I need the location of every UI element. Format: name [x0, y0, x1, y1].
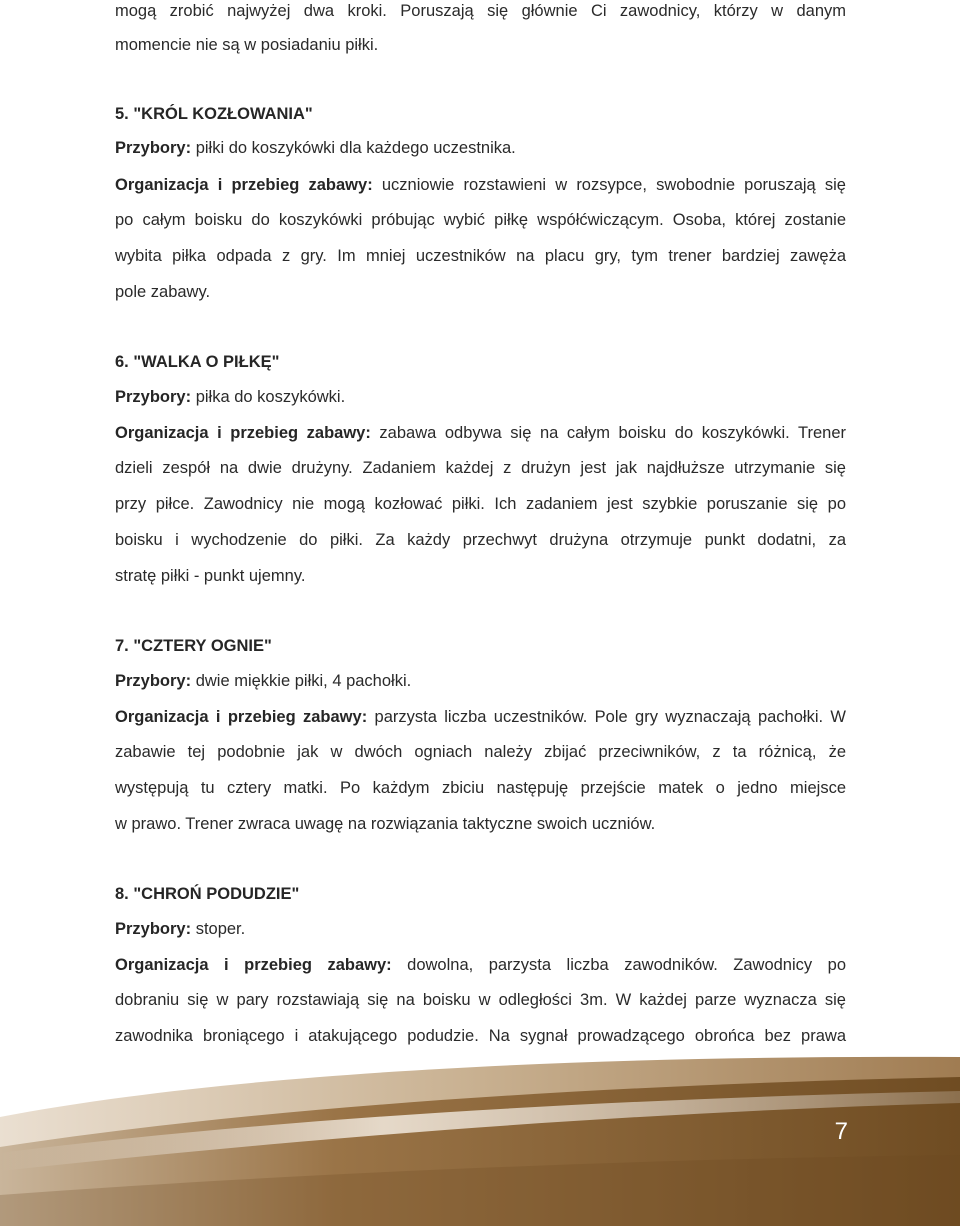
equipment-label: Przybory:	[115, 139, 192, 157]
section-7-line-2: zabawie tej podobnie jak w dwóch ogniach należy zbijać przeciwników, z ta różnicą, że	[115, 743, 846, 761]
section-7-equipment	[115, 670, 846, 692]
section-6-line-3: przy piłce. Zawodnicy nie mogą kozłować piłki. Ich zadaniem jest szybkie poruszanie się po	[115, 495, 846, 513]
section-6-heading: 6. "WALKA O PIŁKĘ"	[115, 353, 280, 371]
section-8-organization-line-1	[115, 954, 846, 976]
equipment-text: piłka do koszykówki.	[191, 388, 346, 406]
footer-swoosh	[0, 1055, 960, 1226]
organization-text: uczniowie rozstawieni w rozsypce, swobodnie poruszają się	[372, 176, 846, 194]
section-5-heading: 5. "KRÓL KOZŁOWANIA"	[115, 105, 313, 123]
intro-line-1: mogą zrobić najwyżej dwa kroki. Poruszają się głównie Ci zawodnicy, którzy w danym	[115, 2, 846, 20]
organization-text: dowolna, parzysta liczba zawodników. Zawodnicy po	[391, 956, 846, 974]
section-5-equipment	[115, 137, 846, 159]
equipment-text: dwie miękkie piłki, 4 pachołki.	[191, 672, 412, 690]
page-number: 7	[834, 1118, 848, 1145]
section-5-line-4: pole zabawy.	[115, 283, 211, 301]
section-5-line-3: wybita piłka odpada z gry. Im mniej uczestników na placu gry, tym trener bardziej zawęża	[115, 247, 846, 265]
section-8-equipment	[115, 918, 846, 940]
section-8-heading: 8. "CHROŃ PODUDZIE"	[115, 885, 300, 903]
equipment-text: stoper.	[191, 920, 246, 938]
section-7-organization-line-1	[115, 706, 846, 728]
section-7-line-3: występują tu cztery matki. Po każdym zbiciu następuję przejście matek o jedno miejsce	[115, 779, 846, 797]
equipment-text: piłki do koszykówki dla każdego uczestnika.	[191, 139, 516, 157]
section-6-equipment	[115, 386, 846, 408]
equipment-label: Przybory:	[115, 920, 192, 938]
section-6-line-5: stratę piłki - punkt ujemny.	[115, 567, 306, 585]
section-8-line-2: dobraniu się w pary rozstawiają się na boisku w odległości 3m. W każdej parze wyznacza się	[115, 991, 846, 1009]
equipment-label: Przybory:	[115, 672, 192, 690]
organization-label: Organizacja i przebieg zabawy:	[115, 176, 373, 194]
section-5-organization-line-1	[115, 174, 846, 196]
organization-text: zabawa odbywa się na całym boisku do koszykówki. Trener	[370, 424, 846, 442]
section-8-line-3: zawodnika broniącego i atakującego podudzie. Na sygnał prowadzącego obrońca bez prawa	[115, 1027, 846, 1045]
organization-label: Organizacja i przebieg zabawy:	[115, 424, 371, 442]
organization-label: Organizacja i przebieg zabawy:	[115, 956, 392, 974]
section-5-line-2: po całym boisku do koszykówki próbując wybić piłkę współćwiczącym. Osoba, której zostanie	[115, 211, 846, 229]
intro-line-2: momencie nie są w posiadaniu piłki.	[115, 36, 379, 54]
section-6-line-4: boisku i wychodzenie do piłki. Za każdy przechwyt drużyna otrzymuje punkt dodatni, za	[115, 531, 846, 549]
section-6-line-2: dzieli zespół na dwie drużyny. Zadaniem każdej z drużyn jest jak najdłuższe utrzymanie się	[115, 459, 846, 477]
section-7-line-4: w prawo. Trener zwraca uwagę na rozwiązania taktyczne swoich uczniów.	[115, 815, 656, 833]
section-6-organization-line-1	[115, 422, 846, 444]
organization-text: parzysta liczba uczestników. Pole gry wyznaczają pachołki. W	[367, 708, 846, 726]
equipment-label: Przybory:	[115, 388, 192, 406]
section-7-heading: 7. "CZTERY OGNIE"	[115, 637, 272, 655]
organization-label: Organizacja i przebieg zabawy:	[115, 708, 368, 726]
